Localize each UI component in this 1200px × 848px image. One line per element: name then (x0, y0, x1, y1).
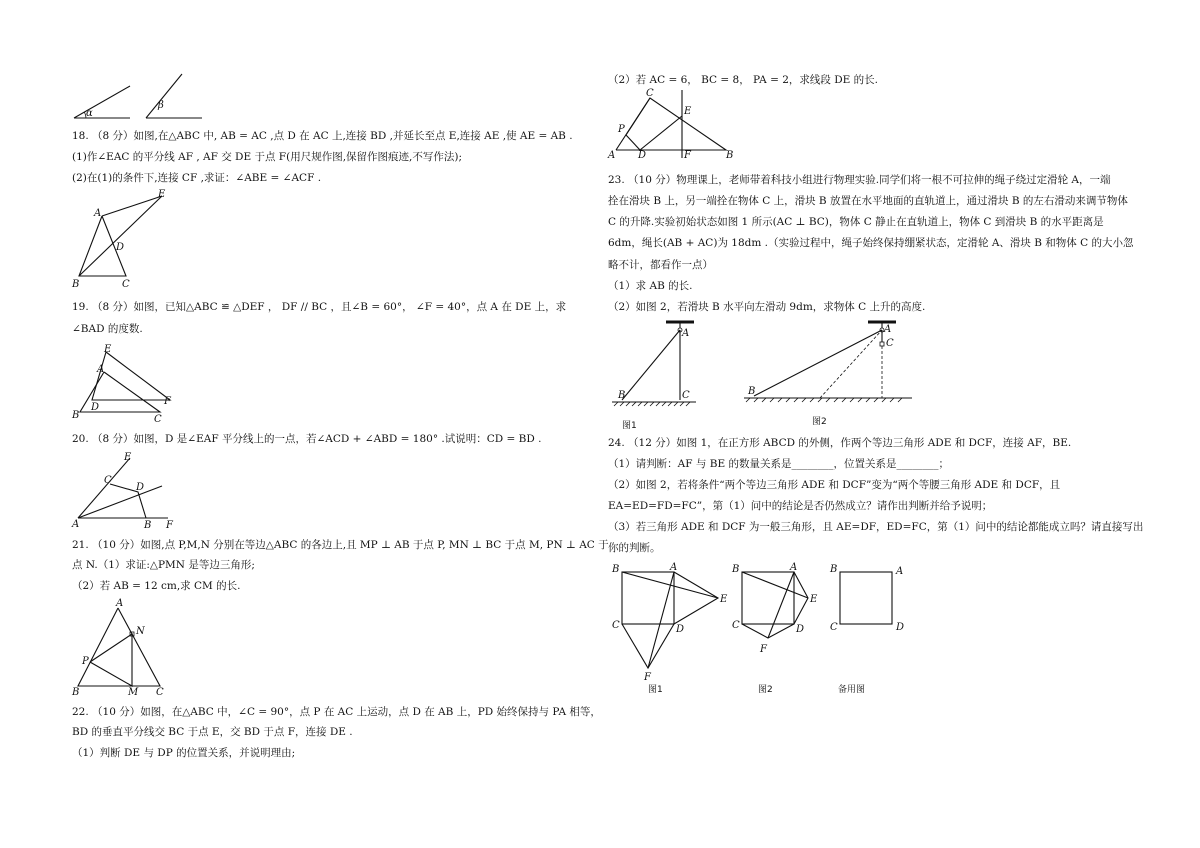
q19-label-A: A (97, 364, 105, 375)
q19-label-F: F (164, 396, 171, 407)
q20-line1: 20. （8 分）如图，D 是∠EAF 平分线上的一点，若∠ACD + ∠ABD = 180° .试说明：CD = BD . (72, 433, 542, 445)
q20-label-A: A (72, 519, 80, 530)
q24-fig2-label-C: C (732, 620, 740, 631)
q18-figure (72, 190, 182, 290)
q22b-label-C: C (646, 88, 654, 99)
q24-fig2-label-B: B (732, 564, 740, 575)
q24-line5: （3）若三角形 ADE 和 DCF 为一般三角形，且 AE=DF，ED=FC，第（1）问中的结论都能成立吗？请直接写出 (608, 521, 1144, 533)
q18-label-B: B (72, 279, 80, 290)
q22b-label-B: B (726, 150, 734, 161)
q19-line2: ∠BAD 的度数. (72, 323, 143, 335)
q24-fig3-label-A: A (896, 566, 904, 577)
q24-fig1-label-A: A (670, 562, 678, 573)
q22b-label-A: A (608, 150, 616, 161)
q24-fig2-label-F: F (760, 644, 767, 655)
q21-label-M: M (128, 687, 139, 698)
q24-fig1-caption: 图1 (648, 685, 663, 695)
q18-label-E: E (158, 189, 166, 200)
q22-line3: （1）判断 DE 与 DP 的位置关系，并说明理由; (72, 747, 296, 759)
label-alpha: α (86, 108, 93, 119)
q24-fig2-label-D: D (796, 624, 805, 635)
q21-label-N: N (136, 626, 145, 637)
q20-label-F: F (166, 520, 173, 531)
q21-line1: 21. （10 分）如图,点 P,M,N 分别在等边△ABC 的各边上,且 MP ⊥ AB 于点 P, MN ⊥ BC 于点 M, PN ⊥ AC 于 (72, 539, 609, 551)
q22-line2: BD 的垂直平分线交 BC 于点 E，交 BD 于点 F，连接 DE . (72, 726, 353, 738)
q19-label-E: E (104, 344, 112, 355)
q24-figure-2 (730, 562, 830, 697)
label-beta: β (158, 100, 164, 111)
q24-figure-3 (828, 562, 918, 697)
q20-figure (72, 450, 182, 530)
q22b-line1: （2）若 AC = 6， BC = 8， PA = 2，求线段 DE 的长. (608, 74, 878, 86)
q23-line3: C 的升降.实验初始状态如图 1 所示(AC ⊥ BC)，物体 C 静止在直轨道上，物体 C 到滑块 B 的水平距离是 (608, 216, 1104, 228)
q24-fig1-label-B: B (612, 564, 620, 575)
q23-fig1-label-B: B (618, 390, 626, 401)
q19-label-D: D (91, 402, 100, 413)
q24-figure-1 (610, 562, 735, 697)
q23-fig1-label-A: A (682, 328, 690, 339)
q23-line5: 略不计，都看作一点） (608, 259, 713, 271)
q24-fig2-caption: 图2 (758, 685, 773, 695)
q19-label-C: C (154, 414, 162, 425)
angle-figures (72, 70, 212, 120)
q21-label-P: P (82, 656, 89, 667)
q24-line6: 你的判断。 (608, 542, 661, 554)
q21-line3: （2）若 AB = 12 cm,求 CM 的长. (72, 580, 241, 592)
q23-fig1-label-C: C (682, 390, 690, 401)
q24-line1: 24. （12 分）如图 1，在正方形 ABCD 的外侧，作两个等边三角形 ADE 和 DCF，连接 AF，BE. (608, 437, 1072, 449)
q22b-label-D: D (638, 150, 647, 161)
q24-fig3-label-C: C (830, 622, 838, 633)
q21-figure (72, 596, 182, 696)
q23-fig2-label-C: C (886, 338, 894, 349)
q20-label-E: E (124, 452, 132, 463)
q24-fig3-label-D: D (896, 622, 905, 633)
q24-fig2-label-E: E (810, 594, 818, 605)
q18-line3: (2)在(1)的条件下,连接 CF ,求证：∠ABE = ∠ACF . (72, 172, 322, 184)
q24-line4: EA=ED=FD=FC”，第（1）问中的结论是否仍然成立？请作出判断并给予说明； (608, 500, 993, 512)
q20-label-B: B (144, 520, 152, 531)
q24-fig3-label-B: B (830, 564, 838, 575)
q24-fig3-caption: 备用图 (838, 685, 866, 695)
q23-line4: 6dm，绳长(AB + AC)为 18dm .（实验过程中，绳子始终保持绷紧状态，定滑轮 A、滑块 B 和物体 C 的大小忽 (608, 237, 1134, 249)
q23-figure-1 (608, 318, 698, 433)
q24-fig2-label-A: A (790, 562, 798, 573)
q22b-label-F: F (684, 150, 691, 161)
q18-line1: 18. （8 分）如图,在△ABC 中, AB = AC ,点 D 在 AC 上,连接 BD ,并延长至点 E,连接 AE ,使 AE = AB . (72, 130, 573, 142)
q23-figure-2 (742, 318, 917, 433)
q18-label-A: A (94, 208, 102, 219)
q19-label-B: B (72, 410, 80, 421)
q20-label-D: D (136, 482, 145, 493)
q19-figure (72, 342, 182, 425)
q24-fig1-label-C: C (612, 620, 620, 631)
q24-fig1-label-F: F (644, 672, 651, 683)
q21-label-B: B (72, 687, 80, 698)
q24-line3: （2）如图 2，若将条件“两个等边三角形 ADE 和 DCF”变为“两个等腰三角形 ADE 和 DCF，且 (608, 479, 1061, 491)
q24-line2: （1）请判断：AF 与 BE 的数量关系是________，位置关系是________； (608, 458, 949, 470)
q24-fig1-label-D: D (676, 624, 685, 635)
q20-label-C: C (104, 475, 112, 486)
q23-line1: 23. （10 分）物理课上，老师带着科技小组进行物理实验.同学们将一根不可拉伸的绳子绕过定滑轮 A，一端 (608, 174, 1111, 186)
left-column (72, 0, 609, 848)
right-column (608, 0, 1144, 848)
q23-fig1-caption: 图1 (622, 421, 637, 431)
q23-fig2-caption: 图2 (812, 417, 827, 427)
q21-line2: 点 N.（1）求证:△PMN 是等边三角形; (72, 559, 255, 571)
q23-line6: （1）求 AB 的长. (608, 280, 693, 292)
q21-label-A: A (116, 598, 124, 609)
q23-line7: （2）如图 2，若滑块 B 水平向左滑动 9dm，求物体 C 上升的高度. (608, 301, 926, 313)
q22-line1: 22. （10 分）如图，在△ABC 中，∠C = 90°，点 P 在 AC 上运动，点 D 在 AB 上，PD 始终保持与 PA 相等， (72, 706, 601, 718)
q22b-figure (608, 88, 743, 161)
q18-label-C: C (122, 279, 130, 290)
q23-line2: 拴在滑块 B 上，另一端拴在物体 C 上，滑块 B 放置在水平地面的直轨道上，通过滑块 B 的左右滑动来调节物体 (608, 195, 1128, 207)
q24-fig1-label-E: E (720, 594, 728, 605)
q22b-label-E: E (684, 106, 692, 117)
q22b-label-P: P (618, 124, 625, 135)
q21-label-C: C (156, 687, 164, 698)
q23-fig2-label-A: A (884, 324, 892, 335)
q18-line2: (1)作∠EAC 的平分线 AF , AF 交 DE 于点 F(用尺规作图,保留作图痕迹,不写作法); (72, 151, 463, 163)
q23-fig2-label-B: B (748, 386, 756, 397)
q18-label-D: D (116, 242, 125, 253)
q19-line1: 19. （8 分）如图，已知△ABC ≌ △DEF ， DF // BC ，且∠B = 60°， ∠F = 40°，点 A 在 DE 上，求 (72, 301, 567, 313)
